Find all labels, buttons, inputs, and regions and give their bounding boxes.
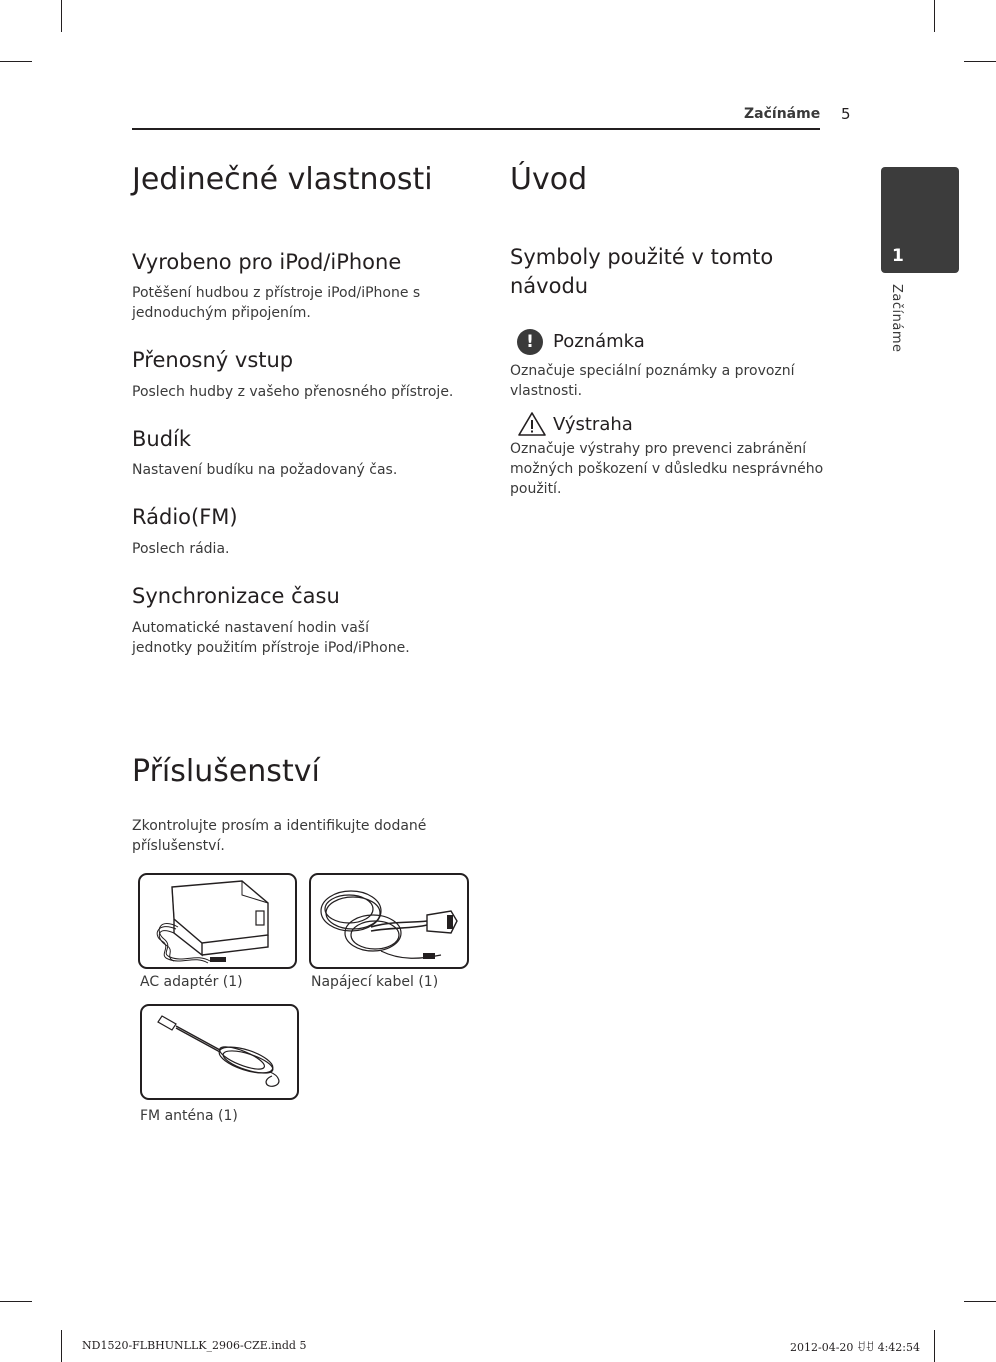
feature-heading: Rádio(FM) <box>132 505 238 529</box>
warning-label: Výstraha <box>553 414 633 435</box>
feature-heading: Vyrobeno pro iPod/iPhone <box>132 250 402 274</box>
feature-text: Automatické nastavení hodin vaší jednotky použitím přístroje iPod/iPhone. <box>132 620 410 656</box>
symbols-heading: Symboly použité v tomto návodu <box>510 245 774 298</box>
footer-timestamp: 2012-04-20 ꀀꀀ 4:42:54 <box>790 1341 921 1354</box>
features-title: Jedinečné vlastnosti <box>132 162 433 197</box>
warning-triangle-icon <box>517 411 547 437</box>
page-number: 5 <box>841 105 851 123</box>
power-cable-icon <box>311 875 467 967</box>
feature-text: Nastavení budíku na požadovaný čas. <box>132 462 398 478</box>
feature-heading: Budík <box>132 427 192 451</box>
accessory-caption: Napájecí kabel (1) <box>311 974 439 990</box>
warning-text: Označuje výstrahy pro prevenci zabránění možných poškození v důsledku nesprávného použití. <box>510 441 824 497</box>
intro-title: Úvod <box>510 162 588 197</box>
chapter-label: Začínáme <box>889 284 904 353</box>
header-rule <box>132 128 820 130</box>
accessories-title: Příslušenství <box>132 754 320 789</box>
feature-text: Potěšení hudbou z přístroje iPod/iPhone s jednoduchým připojením. <box>132 285 421 321</box>
ac-adapter-icon <box>140 875 295 967</box>
fm-antenna-icon <box>142 1006 297 1098</box>
feature-text: Poslech rádia. <box>132 541 230 557</box>
exclamation-icon: ! <box>517 329 543 355</box>
power-cable-image <box>309 873 469 969</box>
accessory-caption: FM anténa (1) <box>140 1108 238 1124</box>
chapter-number: 1 <box>892 246 904 266</box>
running-header-section: Začínáme <box>744 106 821 122</box>
feature-heading: Přenosný vstup <box>132 348 294 372</box>
accessory-caption: AC adaptér (1) <box>140 974 243 990</box>
accessories-intro: Zkontrolujte prosím a identifikujte dodané příslušenství. <box>132 818 427 854</box>
note-text: Označuje speciální poznámky a provozní vlastnosti. <box>510 363 795 399</box>
feature-heading: Synchronizace času <box>132 584 340 608</box>
note-label: Poznámka <box>553 331 645 352</box>
footer-file: ND1520-FLBHUNLLK_2906-CZE.indd 5 <box>82 1339 307 1352</box>
fm-antenna-image <box>140 1004 299 1100</box>
ac-adapter-image <box>138 873 297 969</box>
feature-text: Poslech hudby z vašeho přenosného přístroje. <box>132 384 454 400</box>
